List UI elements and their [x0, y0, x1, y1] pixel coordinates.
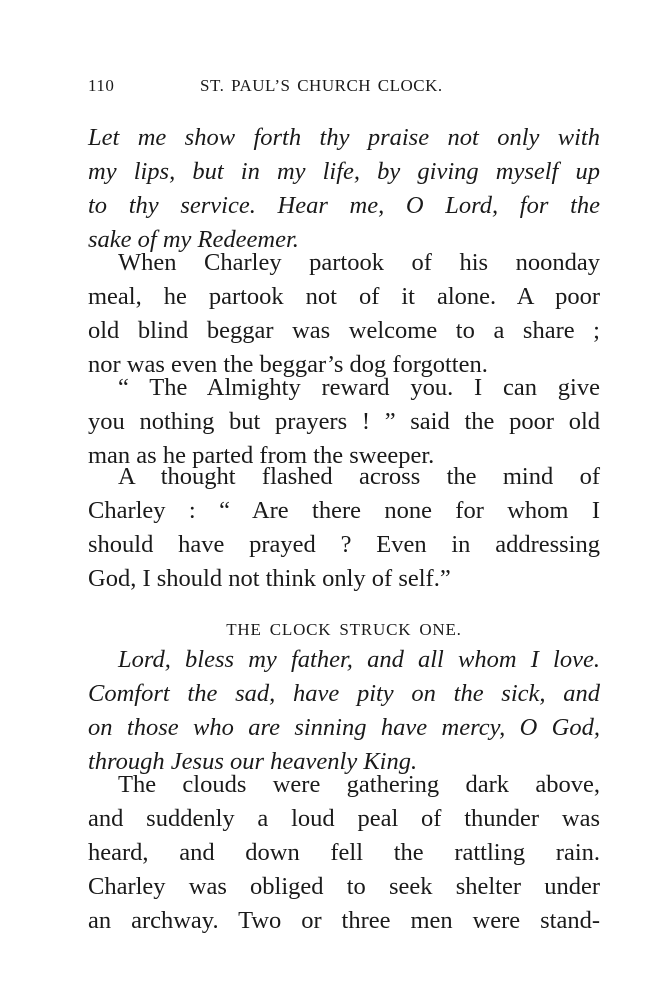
text-line: A thought flashed across the mind of [118, 463, 600, 490]
text-line: on those who are sinning have mercy, O God, [88, 714, 600, 741]
text-line: to thy service. Hear me, O Lord, for the [88, 192, 600, 219]
text-line: old blind beggar was welcome to a share ; [88, 317, 600, 344]
text-line: God, I should not think only of self.” [88, 565, 451, 592]
text-line: Lord, bless my father, and all whom I love. [118, 646, 600, 673]
text-line: “ The Almighty reward you. I can give [118, 374, 600, 401]
text-line: heard, and down fell the rattling rain. [88, 839, 600, 866]
text-line: When Charley partook of his noonday [118, 249, 600, 276]
paragraph-1 [88, 246, 600, 382]
section-heading: THE CLOCK STRUCK ONE. [226, 620, 462, 639]
text-line: an archway. Two or three men were stand- [88, 907, 600, 934]
text-line: man as he parted from the sweeper. [88, 442, 435, 469]
paragraph-2 [88, 371, 600, 473]
text-line: Charley was obliged to seek shelter under [88, 873, 600, 900]
page-number: 110 [88, 76, 115, 95]
text-line: meal, he partook not of it alone. A poor [88, 283, 600, 310]
second-prayer [88, 643, 600, 779]
text-line: and suddenly a loud peal of thunder was [88, 805, 600, 832]
running-head [88, 76, 600, 100]
paragraph-4 [88, 768, 600, 938]
text-line: you nothing but prayers ! ” said the poor old [88, 408, 600, 435]
text-line: my lips, but in my life, by giving myself up [88, 158, 600, 185]
text-line: sake of my Redeemer. [88, 226, 299, 253]
top-prayer [88, 121, 600, 257]
text-line: The clouds were gathering dark above, [118, 771, 600, 798]
running-head-title: ST. PAUL’S CHURCH CLOCK. [200, 76, 443, 95]
text-line: should have prayed ? Even in addressing [88, 531, 600, 558]
text-line: Comfort the sad, have pity on the sick, and [88, 680, 600, 707]
text-line: Let me show forth thy praise not only with [88, 124, 600, 151]
paragraph-3 [88, 460, 600, 596]
text-line: nor was even the beggar’s dog forgotten. [88, 351, 488, 378]
text-line: through Jesus our heavenly King. [88, 748, 418, 775]
text-line: Charley : “ Are there none for whom I [88, 497, 600, 524]
